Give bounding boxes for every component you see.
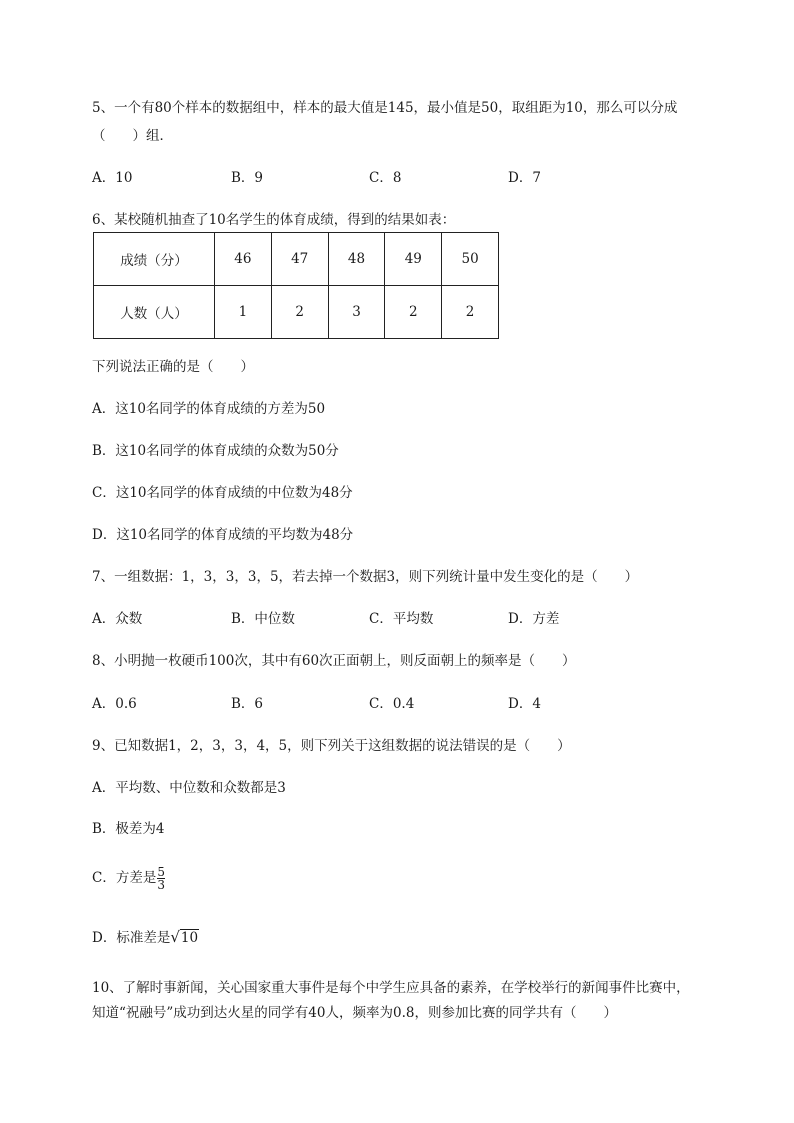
q6-option-c: C．这10名同学的体育成绩的中位数为48分 <box>92 485 353 501</box>
table-cell: 2 <box>271 286 328 339</box>
q7-stem: 7、一组数据：1，3，3，3，5，若去掉一个数据3，则下列统计量中发生变化的是（ ） <box>92 569 639 585</box>
q8-option-b: B．6 <box>231 696 264 712</box>
q7-option-d: D．方差 <box>508 611 560 627</box>
q9-stem: 9、已知数据1，2，3，3，4，5，则下列关于这组数据的说法错误的是（ ） <box>92 738 571 754</box>
table-cell: 2 <box>442 286 499 339</box>
q5-option-b: B．9 <box>231 170 264 186</box>
q10-stem-line2: 知道“祝融号”成功到达火星的同学有40人，频率为0.8，则参加比赛的同学共有（ ） <box>92 1005 617 1021</box>
q8-option-c: C．0.4 <box>369 696 415 712</box>
radical-icon: √ <box>170 928 180 946</box>
table-cell: 2 <box>385 286 442 339</box>
q8-option-d: D．4 <box>508 696 541 712</box>
table-cell: 50 <box>442 233 499 286</box>
q5-stem-line1: 5、一个有80个样本的数据组中，样本的最大值是145，最小值是50，取组距为10，那么可以分成 <box>92 100 678 116</box>
q7-option-b: B．中位数 <box>231 611 295 627</box>
q9-option-c <box>92 861 165 895</box>
q10-stem-line1: 10、了解时事新闻，关心国家重大事件是每个中学生应具备的素养，在学校举行的新闻事件比赛中， <box>92 980 690 996</box>
q6-stem: 6、某校随机抽查了10名学生的体育成绩，得到的结果如表： <box>92 212 456 228</box>
fraction-denominator: 3 <box>157 878 165 892</box>
q7-option-c: C．平均数 <box>369 611 434 627</box>
table-cell: 47 <box>271 233 328 286</box>
q8-options <box>92 694 652 714</box>
q9-option-d-prefix: D．标准差是 <box>92 930 171 946</box>
q5-stem-line2: （ ）组． <box>92 128 173 144</box>
q5-option-c: C．8 <box>369 170 402 186</box>
q6-option-d: D．这10名同学的体育成绩的平均数为48分 <box>92 527 354 543</box>
radicand: 10 <box>180 930 199 946</box>
table-cell: 48 <box>328 233 385 286</box>
q8-option-a: A．0.6 <box>92 696 137 712</box>
q5-option-a: A．10 <box>92 170 133 186</box>
q9-option-d <box>92 927 199 948</box>
q9-option-a: A．平均数、中位数和众数都是3 <box>92 780 286 796</box>
table-row-label-count: 人数（人） <box>94 286 215 339</box>
q6-option-b: B．这10名同学的体育成绩的众数为50分 <box>92 443 339 459</box>
q5-option-d: D．7 <box>508 170 541 186</box>
q7-option-a: A．众数 <box>92 611 143 627</box>
table-cell: 49 <box>385 233 442 286</box>
q6-score-table <box>93 232 499 339</box>
q6-question: 下列说法正确的是（ ） <box>92 359 254 375</box>
fraction-numerator: 5 <box>157 865 165 879</box>
table-row <box>94 286 499 339</box>
table-row <box>94 233 499 286</box>
fraction <box>157 866 165 891</box>
table-cell: 46 <box>215 233 272 286</box>
table-cell: 1 <box>215 286 272 339</box>
q9-option-c-prefix: C．方差是 <box>92 870 157 886</box>
q6-option-a: A．这10名同学的体育成绩的方差为50 <box>92 401 326 417</box>
q8-stem: 8、小明抛一枚硬币100次，其中有60次正面朝上，则反面朝上的频率是（ ） <box>92 653 576 669</box>
q7-options <box>92 609 652 629</box>
table-row-label-score: 成绩（分） <box>94 233 215 286</box>
table-cell: 3 <box>328 286 385 339</box>
q5-options <box>92 168 652 188</box>
q9-option-b: B．极差为4 <box>92 821 165 837</box>
